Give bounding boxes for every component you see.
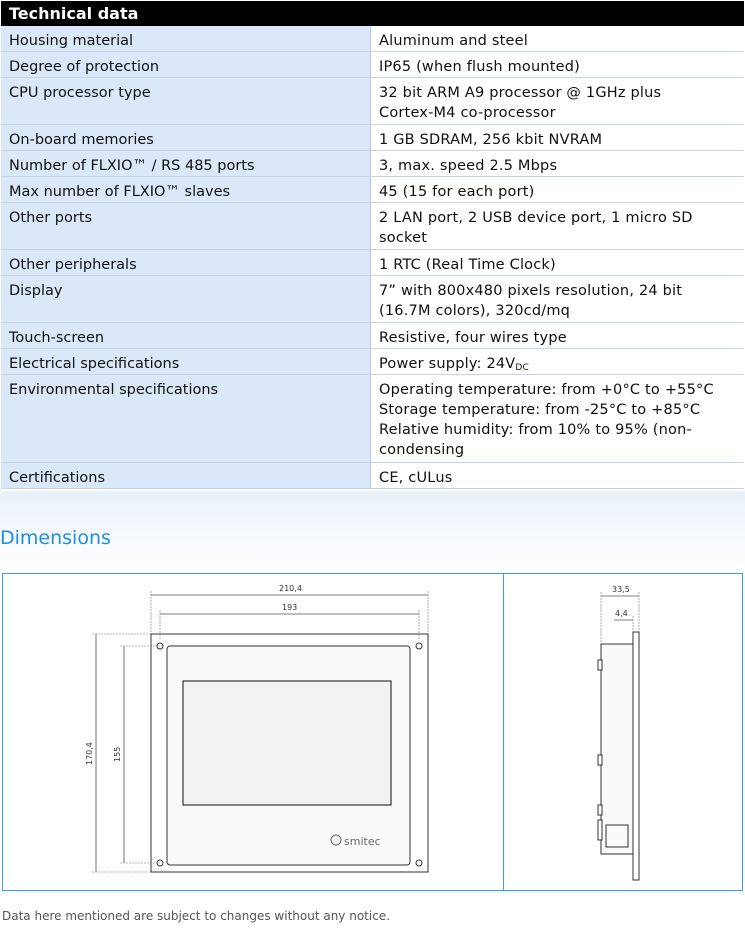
row-label: Max number of FLXIO™ slaves <box>1 177 371 202</box>
dim-width-outer: 210,4 <box>279 584 302 593</box>
dim-flange: 4,4 <box>615 609 628 618</box>
row-value: Resistive, four wires type <box>371 323 744 348</box>
row-label: Other ports <box>1 203 371 249</box>
value-subscript: DC <box>515 363 530 373</box>
row-value: 45 (15 for each port) <box>371 177 744 202</box>
row-label: Display <box>1 276 371 322</box>
side-connector <box>598 805 602 815</box>
row-label: Environmental specifications <box>1 375 371 462</box>
logo-text: smitec <box>344 835 381 848</box>
row-value: 7” with 800x480 pixels resolution, 24 bit (16.7M colors), 320cd/mq <box>371 276 744 322</box>
side-panel-body <box>601 644 633 854</box>
row-value: 1 RTC (Real Time Clock) <box>371 250 744 275</box>
side-connector <box>598 660 602 670</box>
display-screen <box>183 681 391 805</box>
footer-note: Data here mentioned are subject to changes without any notice. <box>2 909 391 923</box>
row-label: Number of FLXIO™ / RS 485 ports <box>1 151 371 176</box>
row-value: Operating temperature: from +0°C to +55°C Storage temperature: from -25°C to +85°C Relative humidity: from 10% to 95% (non- condensing <box>371 375 744 462</box>
row-label: On-board memories <box>1 125 371 150</box>
side-connector <box>598 755 602 765</box>
row-value: CE, cULus <box>371 463 744 488</box>
value-text: Power supply: 24V <box>379 356 516 372</box>
dim-height-inner: 155 <box>113 746 122 762</box>
row-label: CPU processor type <box>1 78 371 124</box>
row-value: 3, max. speed 2.5 Mbps <box>371 151 744 176</box>
row-label: Housing material <box>1 26 371 51</box>
row-label: Electrical specifications <box>1 349 371 374</box>
row-value: 32 bit ARM A9 processor @ 1GHz plus Cortex-M4 co-processor <box>371 78 744 124</box>
row-value: 1 GB SDRAM, 256 kbit NVRAM <box>371 125 744 150</box>
side-flange <box>633 632 639 880</box>
row-label: Other peripherals <box>1 250 371 275</box>
side-connector <box>598 820 602 840</box>
table-title: Technical data <box>1 1 744 26</box>
dimensions-heading: Dimensions <box>0 527 111 549</box>
dim-height-outer: 170,4 <box>85 742 94 765</box>
row-value: Aluminum and steel <box>371 26 744 51</box>
row-value: IP65 (when flush mounted) <box>371 52 744 77</box>
row-value: 2 LAN port, 2 USB device port, 1 micro SD socket <box>371 203 744 249</box>
dim-width-inner: 193 <box>282 603 298 612</box>
dim-depth: 33,5 <box>612 585 630 594</box>
row-label: Touch-screen <box>1 323 371 348</box>
row-label: Degree of protection <box>1 52 371 77</box>
row-label: Certifications <box>1 463 371 488</box>
